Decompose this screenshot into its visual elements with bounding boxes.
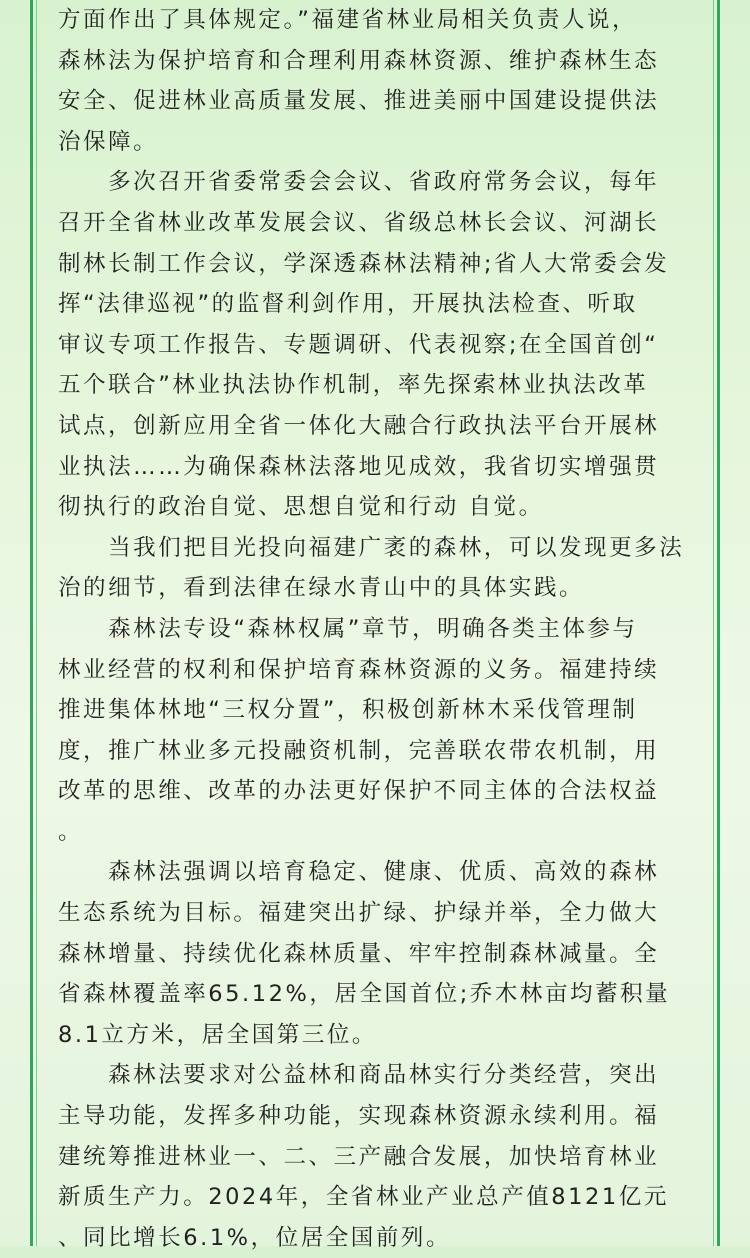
text-line: 森林法为保护培育和合理利用森林资源、维护森林生态 — [58, 47, 660, 74]
article-body — [58, 0, 692, 1258]
text-line: 森林法专设“森林权属”章节，明确各类主体参与 — [58, 615, 638, 642]
text-line: 挥“法律巡视”的监督利剑作用，开展执法检查、听取 — [58, 291, 638, 318]
text-line: 森林增量、持续优化森林质量、牢牢控制森林减量。全 — [58, 940, 660, 967]
text-line: 度，推广林业多元投融资机制，完善联农带农机制，用 — [58, 737, 660, 764]
text-line: 当我们把目光投向福建广袤的森林，可以发现更多法 — [58, 534, 685, 561]
text-line: 省森林覆盖率65.12%，居全国首位;乔木林亩均蓄积量 — [58, 981, 671, 1008]
text-line: 治的细节，看到法律在绿水青山中的具体实践。 — [58, 575, 585, 602]
text-line: 召开全省林业改革发展会议、省级总林长会议、河湖长 — [58, 209, 660, 236]
text-line: 森林法强调以培育稳定、健康、优质、高效的森林 — [58, 859, 660, 886]
text-line: 制林长制工作会议，学深透森林法精神;省人大常委会发 — [58, 250, 670, 277]
text-line: 主导功能，发挥多种功能，实现森林资源永续利用。福 — [58, 1103, 660, 1130]
text-line: 森林法要求对公益林和商品林实行分类经营，突出 — [58, 1062, 660, 1089]
text-line: 林业经营的权利和保护培育森林资源的义务。福建持续 — [58, 656, 660, 683]
text-line: 安全、促进林业高质量发展、推进美丽中国建设提供法 — [58, 88, 660, 115]
text-line: 五个联合”林业执法协作机制，率先探索林业执法改革 — [58, 372, 649, 399]
text-line: 。 — [58, 818, 84, 845]
text-line: 业执法……为确保森林法落地见成效，我省切实增强贯 — [58, 453, 660, 480]
text-line: 8.1立方米，居全国第三位。 — [58, 1021, 377, 1048]
text-line: 建统筹推进林业一、二、三产融合发展，加快培育林业 — [58, 1143, 660, 1170]
text-line: 新质生产力。2024年，全省林业产业总产值8121亿元 — [58, 1184, 669, 1211]
text-line: 改革的思维、改革的办法更好保护不同主体的合法权益 — [58, 778, 660, 805]
text-line: 彻执行的政治自觉、思想自觉和行动 自觉。 — [58, 494, 544, 521]
text-line: 治保障。 — [58, 128, 159, 155]
text-line: 生态系统为目标。福建突出扩绿、护绿并举，全力做大 — [58, 900, 660, 927]
text-line: 多次召开省委常委会会议、省政府常务会议，每年 — [58, 169, 660, 196]
text-line: 、同比增长6.1%，位居全国前列。 — [58, 1224, 452, 1251]
text-line: 审议专项工作报告、专题调研、代表视察;在全国首创“ — [58, 331, 659, 358]
text-line: 方面作出了具体规定。”福建省林业局相关负责人说， — [58, 7, 638, 33]
text-line: 推进集体林地“三权分置”，积极创新林木采伐管理制 — [58, 697, 638, 724]
text-line: 试点，创新应用全省一体化大融合行政执法平台开展林 — [58, 412, 660, 439]
